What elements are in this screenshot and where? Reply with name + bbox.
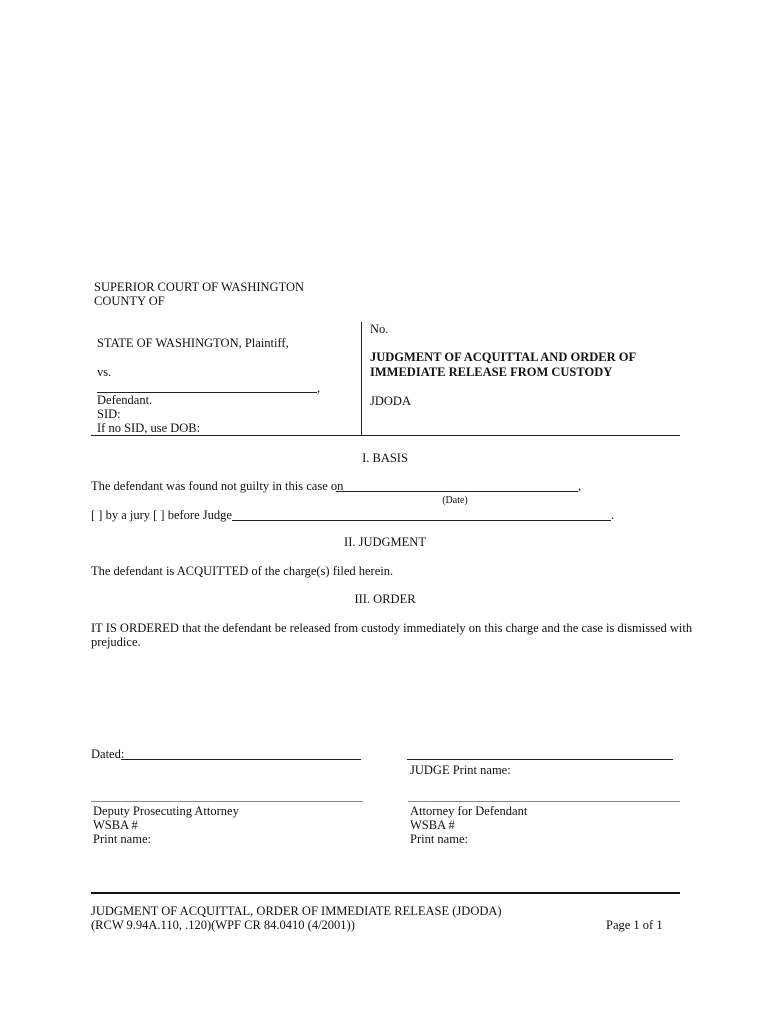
dated-label: Dated: <box>91 747 125 761</box>
basis-heading: I. BASIS <box>362 451 408 465</box>
judge-signature-line[interactable] <box>407 759 673 760</box>
defendant-comma: , <box>317 381 321 395</box>
court-name: SUPERIOR COURT OF WASHINGTON <box>94 280 305 294</box>
order-text-line2: prejudice. <box>91 635 141 649</box>
judge-name-line[interactable] <box>232 520 611 521</box>
defense-title: Attorney for Defendant <box>410 804 528 818</box>
caption-divider <box>361 322 362 436</box>
jury-judge-text: [ ] by a jury [ ] before Judge <box>91 508 232 522</box>
dated-line[interactable] <box>121 759 361 760</box>
defendant-label: Defendant. <box>97 393 153 407</box>
footer-citation: (RCW 9.94A.110, .120)(WPF CR 84.0410 (4/2001)) <box>91 918 355 932</box>
vs-label: vs. <box>97 365 112 379</box>
defense-signature-line[interactable] <box>408 801 680 802</box>
caption-bottom-rule <box>91 435 680 436</box>
prosecutor-signature-line[interactable] <box>91 801 363 802</box>
footer-rule <box>91 892 680 894</box>
prosecutor-title: Deputy Prosecuting Attorney <box>93 804 239 818</box>
order-text-line1: IT IS ORDERED that the defendant be released from custody immediately on this charge and the case is dismissed with <box>91 621 693 635</box>
verdict-date-line[interactable] <box>336 491 578 492</box>
plaintiff-label: STATE OF WASHINGTON, Plaintiff, <box>97 336 289 350</box>
basis-text: The defendant was found not guilty in this case on <box>91 479 344 493</box>
case-number-label: No. <box>370 322 389 336</box>
dob-label: If no SID, use DOB: <box>97 421 201 435</box>
document-title-line1: JUDGMENT OF ACQUITTAL AND ORDER OF <box>370 350 637 364</box>
basis-comma: , <box>578 479 582 493</box>
page-number: Page 1 of 1 <box>606 918 663 932</box>
judgment-heading: II. JUDGMENT <box>344 535 426 549</box>
footer-title: JUDGMENT OF ACQUITTAL, ORDER OF IMMEDIATE RELEASE (JDODA) <box>91 904 502 918</box>
order-heading: III. ORDER <box>354 592 416 606</box>
judgment-text: The defendant is ACQUITTED of the charge(s) filed herein. <box>91 564 394 578</box>
defense-wsba: WSBA # <box>410 818 455 832</box>
sid-label: SID: <box>97 407 121 421</box>
jury-period: . <box>611 508 615 522</box>
defense-print-name: Print name: <box>410 832 468 846</box>
date-caption: (Date) <box>442 495 468 506</box>
prosecutor-print-name: Print name: <box>93 832 151 846</box>
county-label: COUNTY OF <box>94 294 165 308</box>
judge-print-name: JUDGE Print name: <box>410 763 511 777</box>
document-title-line2: IMMEDIATE RELEASE FROM CUSTODY <box>370 365 613 379</box>
prosecutor-wsba: WSBA # <box>93 818 138 832</box>
form-code: JDODA <box>370 394 411 408</box>
